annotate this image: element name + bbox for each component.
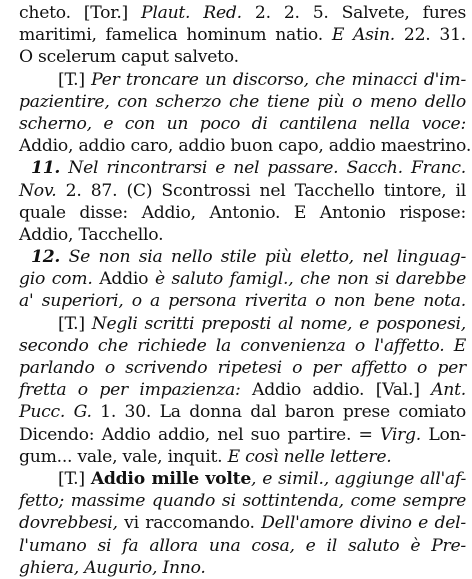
italic-run: Nel rincontrarsi e nel passare. Sacch. Franc. <box>60 158 466 179</box>
italic-run: secondo che richiede la convenienza o l'affetto. E <box>19 335 466 356</box>
text-run: 2. 2. 5. Salvete, fures <box>241 3 467 23</box>
italic-run: Se non sia nello stile più eletto, nel linguag- <box>60 247 466 268</box>
italic-run: , e simil., aggiunge all'af- <box>251 468 467 489</box>
text-run: Addio, Tacchello. <box>19 224 164 245</box>
text-line <box>19 335 466 357</box>
text-run: maritimi, famelica hominum natio. <box>19 25 332 46</box>
text-run: cheto. [Tor.] <box>19 3 142 23</box>
text-run: 2. 87. (C) Scontrossi nel Tacchello tintore, il <box>56 180 466 201</box>
italic-run: dovrebbesi, <box>19 513 118 534</box>
italic-run: Plaut. Red. <box>141 3 242 23</box>
section-number: 12. <box>31 247 61 268</box>
text-run: Dicendo: Addio addio, nel suo partire. = <box>19 424 380 445</box>
text-line <box>19 290 466 312</box>
text-line <box>19 512 466 534</box>
italic-run: ghiera, Augurio, Inno. <box>19 557 206 578</box>
text-line <box>19 246 466 268</box>
italic-run: Nov. <box>19 180 57 201</box>
text-line <box>19 180 466 202</box>
text-run: [T.] <box>58 313 92 334</box>
text-run: [T.] <box>58 69 92 90</box>
italic-run: fetto; massime quando si sottintenda, come sempre <box>19 491 466 512</box>
text-line <box>19 202 466 224</box>
text-run: 1. 30. La donna dal baron prese comiato <box>91 402 466 423</box>
italic-run: Virg. <box>379 424 422 445</box>
italic-run: E Asin. <box>331 25 396 46</box>
section-number: 11. <box>31 158 61 179</box>
text-run: quale disse: Addio, Antonio. E Antonio rispose: <box>19 202 466 223</box>
text-line <box>19 313 466 335</box>
text-line <box>19 490 466 512</box>
italic-run: gio com. <box>19 269 93 290</box>
italic-run: Pucc. G. <box>19 402 92 423</box>
text-line <box>19 135 472 157</box>
italic-run: Dell'amore divino e del- <box>261 513 466 534</box>
italic-run: l'umano si fa allora una cosa, e il saluto è Pre- <box>19 535 466 556</box>
text-run: vi raccomando. <box>117 513 262 534</box>
text-run: Addio addio. [Val.] <box>240 380 432 401</box>
text-run: O scelerum caput salveto. <box>19 47 239 68</box>
text-run: gum... vale, vale, inquit. <box>19 446 228 467</box>
italic-run: Negli scritti preposti al nome, e posponesi, <box>91 313 466 334</box>
text-line <box>19 401 466 423</box>
text-line <box>19 157 466 179</box>
text-line <box>19 46 466 68</box>
text-line <box>19 91 466 113</box>
italic-run: pazientire, con scherzo che tiene più o meno dello <box>19 91 466 112</box>
italic-run: a' superiori, o a persona riverita o non bene nota. <box>19 291 466 312</box>
text-run: [T.] <box>58 468 91 489</box>
text-line <box>19 69 466 91</box>
italic-run: è saluto famigl., che non si darebbe <box>154 269 466 290</box>
italic-run: fretta o per impazienza: <box>19 380 241 401</box>
italic-run: Per troncare un discorso, che minacci d'im- <box>91 69 466 90</box>
text-run: Lon- <box>421 424 466 445</box>
italic-run: E così nelle lettere. <box>227 446 392 467</box>
text-line <box>19 224 466 246</box>
text-line <box>19 2 466 24</box>
italic-run: Ant. <box>431 380 466 401</box>
italic-run: parlando o scrivendo ripetesi o per affetto o per <box>19 358 466 378</box>
italic-run: scherno, e con un poco di cantilena nella voce: <box>19 113 466 134</box>
text-run: Addio <box>92 269 155 290</box>
text-line <box>19 379 466 401</box>
text-line <box>19 424 466 446</box>
text-line <box>19 446 466 468</box>
text-line <box>19 557 466 579</box>
text-run: Addio, addio caro, addio buon capo, addio maestrino. <box>19 136 472 157</box>
text-line <box>19 24 466 46</box>
text-line <box>19 468 466 490</box>
text-line <box>19 357 466 379</box>
text-line <box>19 113 466 135</box>
text-line <box>19 535 466 557</box>
text-line <box>19 268 466 290</box>
bold-run: Addio mille volte <box>90 468 252 489</box>
text-run: 22. 31. <box>395 25 466 46</box>
